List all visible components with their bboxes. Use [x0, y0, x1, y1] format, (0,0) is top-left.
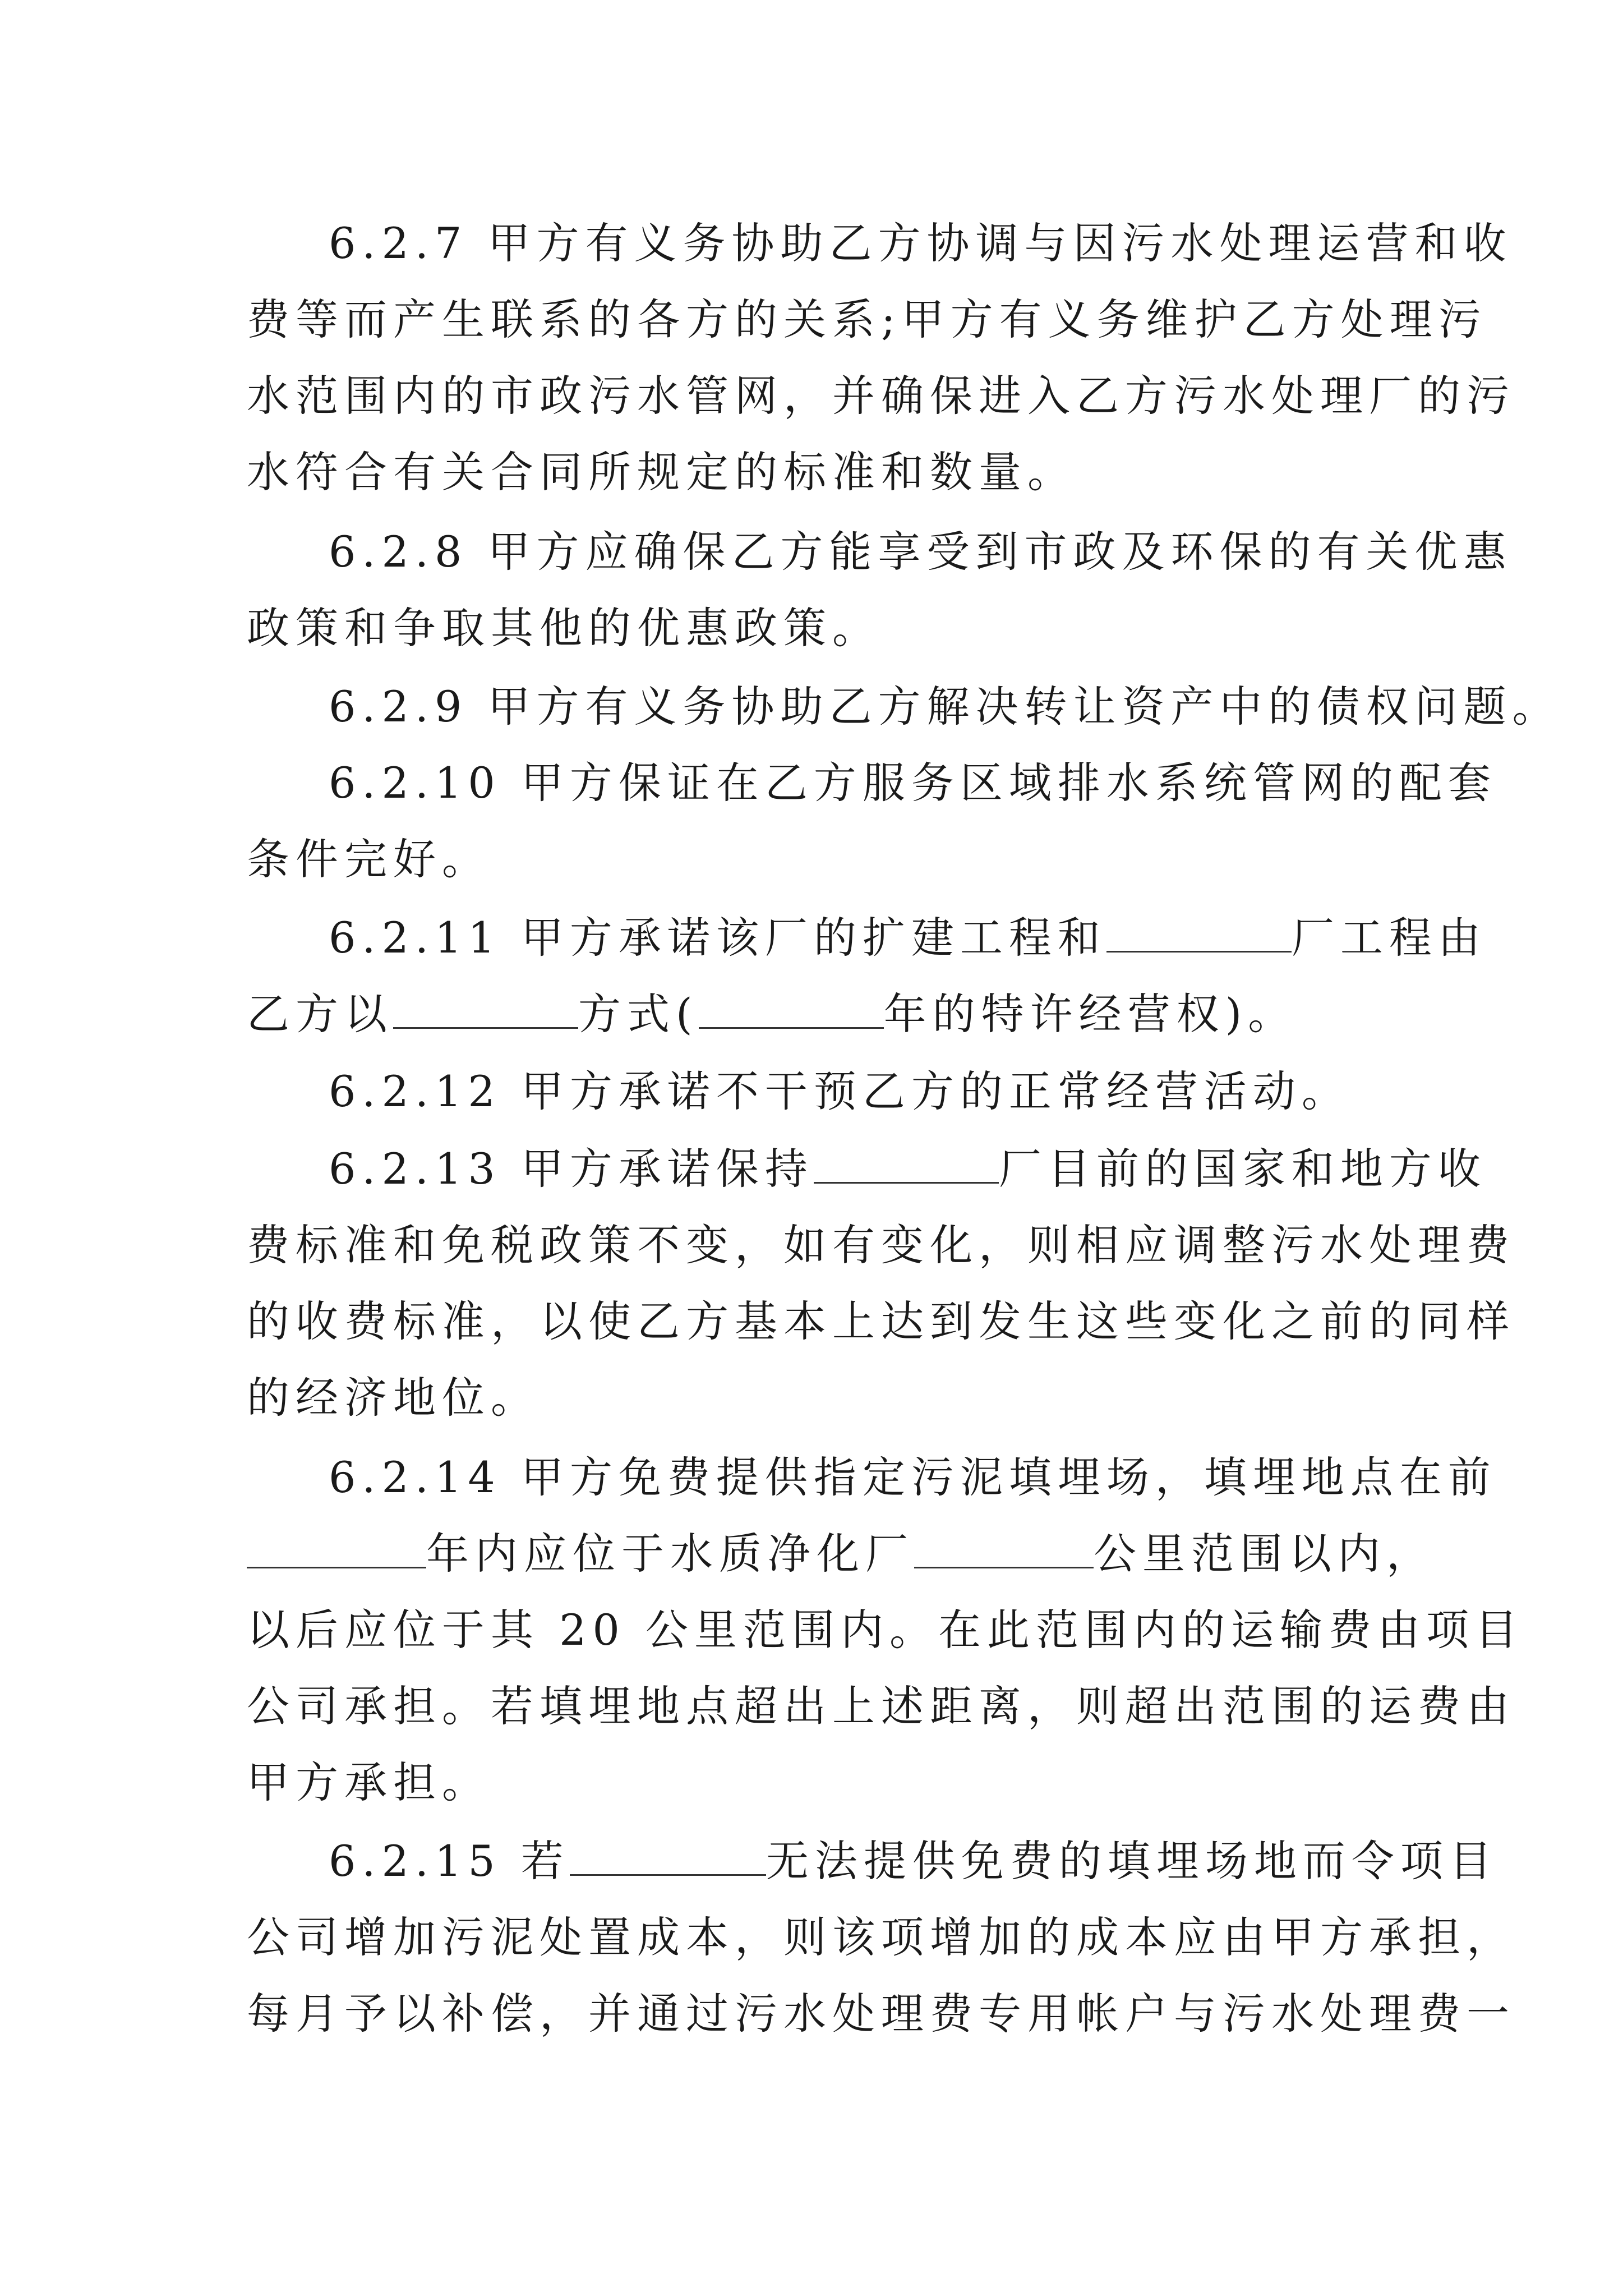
- clause-6-2-13-text-a: 6.2.13 甲方承诺保持: [329, 1144, 814, 1194]
- clause-6-2-13-text-b: 厂目前的国家和地方收: [998, 1144, 1487, 1194]
- clause-6-2-7-line-2: 费等而产生联系的各方的关系;甲方有义务维护乙方处理污: [247, 295, 1487, 344]
- clause-6-2-15-text-b: 无法提供免费的填埋场地而令项目: [766, 1836, 1498, 1886]
- clause-6-2-14-line-1: 6.2.14 甲方免费提供指定污泥填埋场，填埋地点在前: [329, 1452, 1497, 1502]
- clause-6-2-11-text-a: 6.2.11 甲方承诺该厂的扩建工程和: [329, 913, 1106, 963]
- clause-6-2-13-line-4: 的经济地位。: [247, 1373, 540, 1423]
- clause-6-2-14-text-b: 年内应位于水质净化厂: [426, 1529, 914, 1579]
- clause-6-2-15-line-1: [329, 1833, 1498, 1889]
- clause-6-2-12-line-1: 6.2.12 甲方承诺不干预乙方的正常经营活动。: [329, 1066, 1350, 1116]
- clause-6-2-11-text-d: 方式(: [578, 989, 699, 1039]
- clause-6-2-7-line-3: 水范围内的市政污水管网，并确保进入乙方污水处理厂的污: [247, 371, 1515, 421]
- clause-6-2-8-line-2: 政策和争取其他的优惠政策。: [247, 603, 881, 653]
- clause-6-2-14-line-4: 公司承担。若填埋地点超出上述距离，则超出范围的运费由: [247, 1681, 1515, 1731]
- clause-6-2-14-line-5: 甲方承担。: [247, 1757, 491, 1807]
- clause-6-2-11-line-2: [247, 986, 1297, 1042]
- fill-in-blank[interactable]: [699, 991, 884, 1029]
- clause-6-2-13-line-2: 费标准和免税政策不变，如有变化，则相应调整污水处理费: [247, 1220, 1515, 1270]
- clause-6-2-9-line-1: 6.2.9 甲方有义务协助乙方解决转让资产中的债权问题。: [329, 682, 1561, 731]
- clause-6-2-14-line-2: [247, 1526, 1435, 1582]
- clause-6-2-15-text-a: 6.2.15 若: [329, 1836, 570, 1886]
- clause-6-2-7-line-1: 6.2.7 甲方有义务协助乙方协调与因污水处理运营和收: [329, 218, 1513, 268]
- clause-6-2-11-line-1: [329, 910, 1487, 966]
- fill-in-blank[interactable]: [814, 1146, 999, 1184]
- clause-6-2-11-text-b: 厂工程由: [1291, 913, 1487, 963]
- clause-6-2-13-line-1: [329, 1141, 1487, 1197]
- clause-6-2-8-line-1: 6.2.8 甲方应确保乙方能享受到市政及环保的有关优惠: [329, 527, 1513, 577]
- clause-6-2-15-line-2: 公司增加污泥处置成本，则该项增加的成本应由甲方承担，: [247, 1912, 1515, 1962]
- fill-in-blank[interactable]: [393, 991, 578, 1029]
- fill-in-blank[interactable]: [247, 1531, 426, 1568]
- clause-6-2-7-line-4: 水符合有关合同所规定的标准和数量。: [247, 447, 1076, 497]
- clause-6-2-14-text-c: 公里范围以内，: [1094, 1529, 1435, 1579]
- clause-6-2-14-line-3: 以后应位于其 20 公里范围内。在此范围内的运输费由项目: [247, 1605, 1524, 1655]
- clause-6-2-10-line-2: 条件完好。: [247, 834, 491, 884]
- clause-6-2-15-line-3: 每月予以补偿，并通过污水处理费专用帐户与污水处理费一: [247, 1989, 1515, 2039]
- clause-6-2-11-text-c: 乙方以: [247, 989, 393, 1039]
- clause-6-2-11-text-e: 年的特许经营权)。: [883, 989, 1297, 1039]
- clause-6-2-13-line-3: 的收费标准，以使乙方基本上达到发生这些变化之前的同样: [247, 1296, 1515, 1346]
- fill-in-blank[interactable]: [570, 1838, 766, 1876]
- fill-in-blank[interactable]: [1106, 915, 1292, 953]
- fill-in-blank[interactable]: [914, 1531, 1094, 1568]
- clause-6-2-10-line-1: 6.2.10 甲方保证在乙方服务区域排水系统管网的配套: [329, 758, 1497, 808]
